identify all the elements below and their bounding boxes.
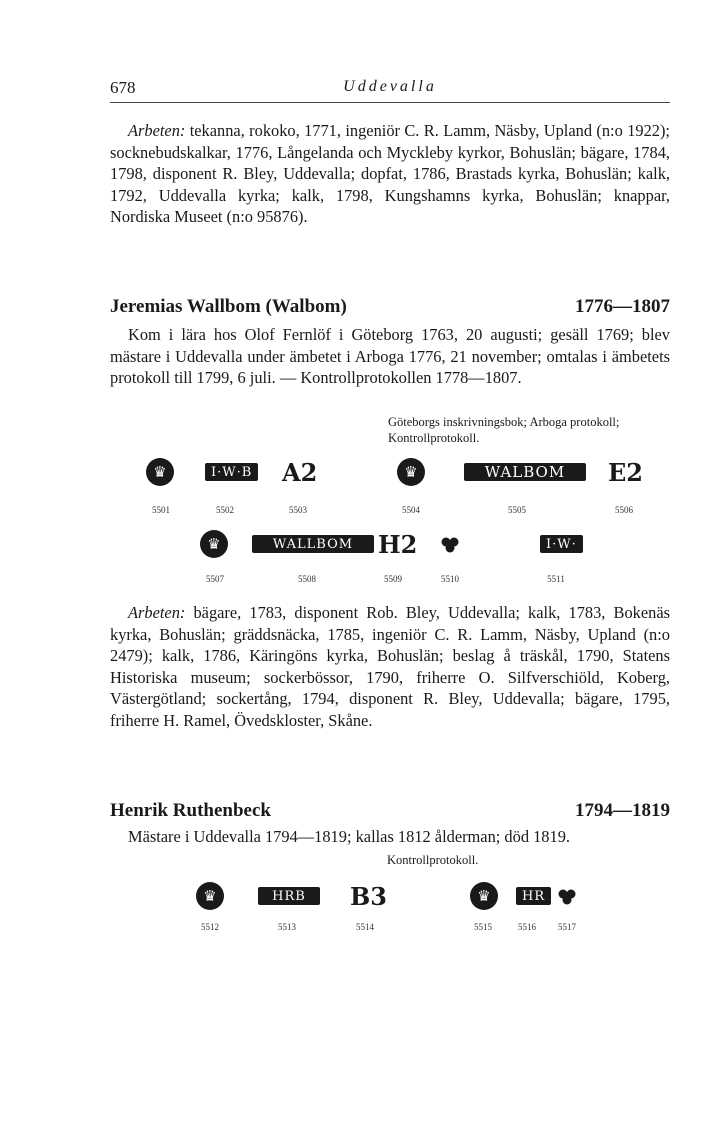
maker-heading [110, 296, 670, 322]
crown-mark-icon: ♛ [146, 458, 174, 486]
mark-number: 5508 [298, 574, 316, 584]
crown-mark-icon: ♛ [397, 458, 425, 486]
works-text: bägare, 1783, disponent Rob. Bley, Uddevalla; kalk, 1783, Bokenäs kyrka, Bohuslän; gräddsnäcka, 1785, ingeniör C. R. Lamm, Näsby, Upland (n:o 2479); kalk, 1786, Käringöns kyrka, Bohuslän; beslag å träskål, 1790, Statens Historiska museum; sockerbössor, 1790, friherre O. Silfverschiöld, Koberg, Västergötland; sockertång, 1794, disponent R. Bley, Uddevalla; bägare, 1795, friherre H. Ramel, Övedskloster, Skåne. [110, 603, 670, 730]
crown-mark-icon: ♛ [470, 882, 498, 910]
mark-number: 5503 [289, 505, 307, 515]
mark-number: 5507 [206, 574, 224, 584]
mark-number: 5512 [201, 922, 219, 932]
source-note: Göteborgs inskrivningsbok; Arboga protokoll; Kontrollprotokoll. [388, 415, 620, 445]
maker-mark-walbom: WALBOM [464, 463, 586, 481]
maker-bio: Mästare i Uddevalla 1794—1819; kallas 1812 ålderman; död 1819. [128, 827, 570, 846]
trefoil-mark-icon [558, 889, 576, 905]
mark-number: 5509 [384, 574, 402, 584]
date-letter-mark: H2 [378, 530, 418, 559]
crown-mark-icon: ♛ [196, 882, 224, 910]
maker-bio: Kom i lära hos Olof Fernlöf i Göteborg 1763, 20 augusti; gesäll 1769; blev mästare i Uddevalla under ämbetet i Arboga 1776, 21 november; omtalas i ämbetets protokoll till 1799, 6 juli. — Kontrollprotokollen 1778—1807. [110, 325, 670, 388]
maker-years: 1794—1819 [575, 800, 670, 821]
crown-mark-icon: ♛ [200, 530, 228, 558]
maker-mark-wallbom: WALLBOM [252, 535, 374, 553]
mark-number: 5514 [356, 922, 374, 932]
mark-number: 5517 [558, 922, 576, 932]
page-number: 678 [110, 78, 136, 97]
maker-name: Henrik Ruthenbeck [110, 800, 271, 821]
maker-mark-hrb: HRB [258, 887, 320, 905]
maker-years: 1776—1807 [575, 296, 670, 317]
trefoil-mark-icon [441, 537, 459, 553]
mark-number: 5516 [518, 922, 536, 932]
maker-works-paragraph [110, 602, 670, 732]
maker-heading [110, 800, 670, 826]
mark-number: 5511 [547, 574, 565, 584]
maker-mark-hr: HR [516, 887, 551, 905]
mark-number: 5502 [216, 505, 234, 515]
page-header [110, 78, 670, 103]
mark-number: 5510 [441, 574, 459, 584]
works-lead: Arbeten: [128, 121, 186, 140]
works-lead: Arbeten: [128, 603, 186, 622]
mark-number: 5515 [474, 922, 492, 932]
maker-name: Jeremias Wallbom (Walbom) [110, 296, 347, 317]
mark-number: 5501 [152, 505, 170, 515]
mark-number: 5504 [402, 505, 420, 515]
date-letter-mark: E2 [608, 458, 643, 487]
works-text: tekanna, rokoko, 1771, ingeniör C. R. Lamm, Näsby, Upland (n:o 1922); socknebudskalkar, 1776, Långelanda och Myckleby kyrkor, Bohuslän; bägare, 1784, 1798, disponent R. Bley, Uddevalla; dopfat, 1786, Brastads kyrka, Bohuslän; kalk, 1792, Uddevalla kyrka; kalk, 1798, Kungshamns kyrka, Bohuslän; knappar, Nordiska Museet (n:o 95876). [110, 121, 670, 227]
running-title: Uddevalla [343, 78, 437, 95]
mark-number: 5506 [615, 505, 633, 515]
mark-number: 5505 [508, 505, 526, 515]
intro-works-paragraph [110, 120, 670, 228]
source-note: Kontrollprotokoll. [387, 853, 479, 867]
date-letter-mark: B3 [350, 882, 387, 911]
date-letter-mark: A2 [282, 458, 318, 487]
mark-number: 5513 [278, 922, 296, 932]
maker-mark-iw: I·W· [540, 535, 583, 553]
maker-mark-iwb: I·W·B [205, 463, 258, 481]
